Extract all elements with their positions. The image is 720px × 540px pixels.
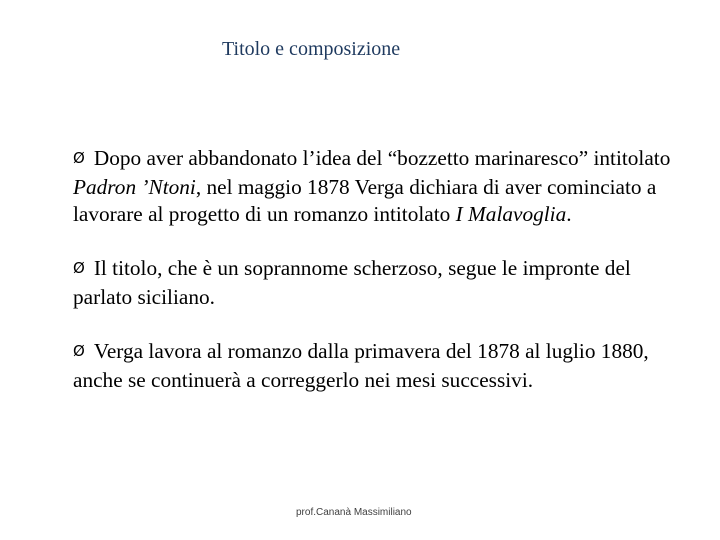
bullet-item-dates (73, 338, 693, 394)
bullet-text: Dopo aver abbandonato l’idea del “bozzetto marinaresco” intitolato (93, 146, 671, 170)
title-i-malavoglia: I Malavoglia (455, 202, 567, 226)
bullet-item-title (73, 255, 693, 311)
title-padron-ntoni: Padron ’Ntoni (73, 175, 196, 199)
slide-title: Titolo e composizione (222, 38, 401, 60)
bullet-item-composition (73, 145, 693, 228)
bullet-list (73, 145, 693, 394)
footer-author: prof.Cananà Massimiliano (296, 507, 412, 518)
arrow-bullet-icon: Ø (73, 342, 85, 360)
bullet-text: Il titolo, che è un soprannome scherzoso, segue le impronte del parlato siciliano. (73, 256, 631, 309)
bullet-text: Verga lavora al romanzo dalla primavera del 1878 al luglio 1880, anche se continuerà a correggerlo nei mesi successivi. (73, 339, 649, 392)
bullet-text: , nel maggio 1878 Verga dichiara di aver cominciato a lavorare al progetto di un romanzo intitolato (73, 175, 657, 226)
arrow-bullet-icon: Ø (73, 259, 85, 277)
bullet-text: . (566, 202, 572, 226)
arrow-bullet-icon: Ø (73, 149, 85, 167)
